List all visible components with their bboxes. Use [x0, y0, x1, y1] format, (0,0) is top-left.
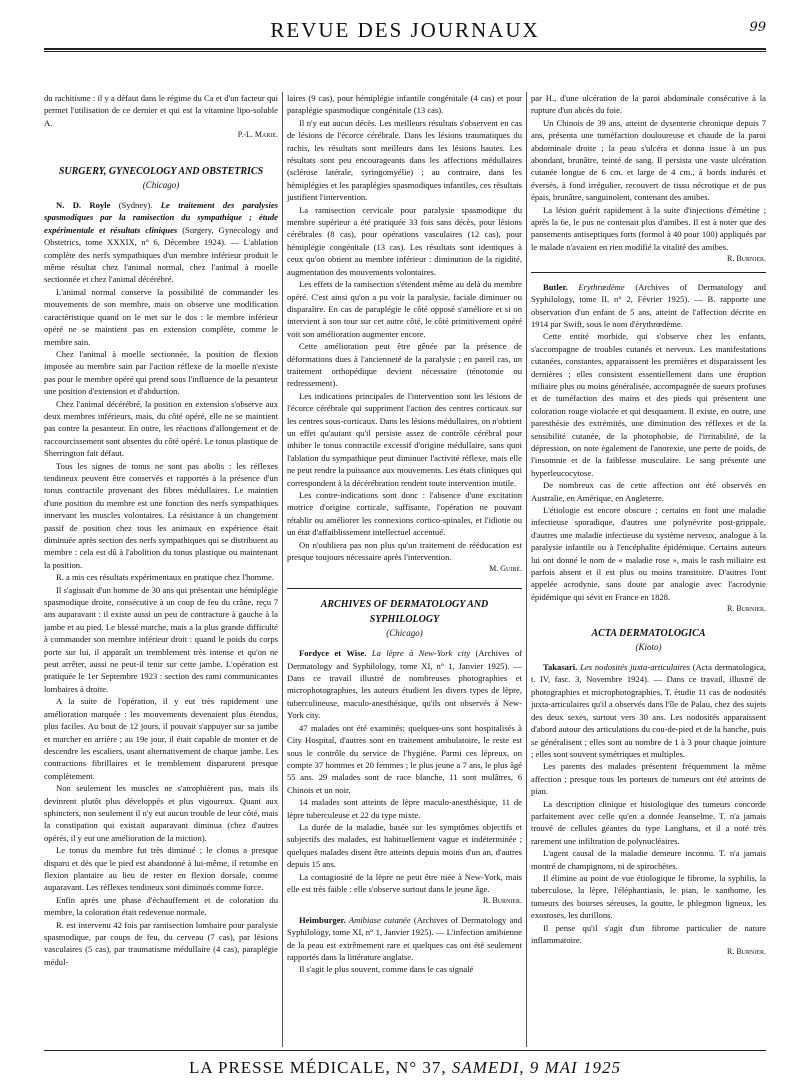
- article-author-place: (Sydney).: [118, 200, 153, 211]
- section-title: SURGERY, GYNECOLOGY AND OBSTETRICS: [58, 165, 264, 177]
- paragraph: Le tonus du membre fut très diminué ; le clonus a presque disparu et dès que le pied est abandonné à lui-même, il retombe en flexion plantaire au lieu de rester en flexion dorsale, comme auparavant. Les réflexes tendineux sont diminués comme force.: [44, 845, 278, 893]
- section-title: ACTA DERMATOLOGICA: [591, 627, 706, 639]
- paragraph: Enfin après une phase d'échauffement et de coloration du membre, la coloration était redevenue normale.: [44, 894, 278, 918]
- section-subtitle: (Chicago): [142, 179, 180, 190]
- paragraph: La ramisection cervicale pour paralysie spasmodique du membre supérieur a été pratiquée 33 fois sans décès, pour lésions cérébrales (8 cas), pour opérations vasculaires (12 cas), pour hémiplégie congénitale (13 cas). Les résultats sont identiques à ceux qu'on obtient au membre inférieur : diminution de la rigidité, augmentation des mouvements volontaires.: [287, 204, 522, 277]
- article-title: Erythrœdème: [578, 281, 625, 292]
- column-divider: [282, 92, 283, 1047]
- footer-day: SAMEDI,: [451, 1058, 525, 1077]
- paragraph: Il pense qu'il s'agit d'un fibrome particulier de nature inflammatoire.: [531, 922, 766, 945]
- article-lead: [531, 281, 766, 331]
- article-author: N. D. Royle: [56, 200, 111, 211]
- footer-journal: LA PRESSE MÉDICALE,: [189, 1058, 391, 1077]
- article-author: Heimburger.: [299, 914, 346, 925]
- paragraph: Il n'y eut aucun décès. Les meilleurs résultats s'observent en cas de lésions de l'écorce cérébrale. Dans les lésions traumatiques du rachis, les résultats sont meilleurs dans les lésions hautes. Les résultats sont peu encourageants dans les affections médullaires (sclérose latérale, syringomyélie) ; au contraire, dans les hémiplégies et les paraplégies spasmodiques infantiles, ces résultats justifient l'intervention.: [287, 117, 522, 203]
- page-number: 99: [749, 20, 766, 35]
- header-rule: [44, 48, 766, 50]
- section-rule: [287, 588, 522, 589]
- running-title: REVUE DES JOURNAUX: [270, 18, 540, 42]
- paragraph: La contagiosité de la lèpre ne peut être niée à New-York, mais elle est très faible : elle s'observe surtout dans le jeune âge.: [287, 871, 522, 894]
- column-1: [44, 92, 278, 1047]
- article-title: Amibiase cutanée: [348, 914, 411, 925]
- paragraph: La durée de la maladie, basée sur les symptômes objectifs et subjectifs des malades, est habituellement vague et indéterminée ; quelques malades disent être atteints depuis moins d'un an, d'autres depuis 15 ans.: [287, 821, 522, 870]
- article-author: Butler.: [543, 281, 568, 292]
- signature: M. Guibé.: [489, 564, 522, 574]
- paragraph: 47 malades ont été examinés; quelques-uns sont hospitalisés à City Hospital, d'autres sont en traitement ambulatoire, le reste est sous le contrôle du service de l'hygiène. Parmi ces lépreux, on compte 37 hommes et 20 femmes ; le plus jeune a 7 ans, le plus âgé 55 ans. 29 malades sont de race blanche, 11 sont mulâtres, 6 Chinois et un noir.: [287, 722, 522, 795]
- paragraph: 14 malades sont atteints de lèpre maculo-anesthésique, 11 de lèpre tuberculeuse et 22 du type mixte.: [287, 797, 522, 820]
- paragraph: R. a mis ces résultats expérimentaux en pratique chez l'homme.: [56, 572, 274, 583]
- paragraph: Il s'agissait d'un homme de 30 ans qui présentait une hémiplégie spasmodique droite, consécutive à un coup de feu du crâne, reçu 7 ans auparavant : il existe aussi un peu de contracture à gauche à la jambe et au pied. Le blessé marche, mais a la plus grande difficulté à commander son membre inférieur droit : quand le poids du corps porte sur lui, il apparaît un tremblement très intense et qu'on ne peut arrêter, aussi ne peut-il tenir sur cette jambe. L'opération est pratiquée le 1er Septembre 1923 : section des rami communicantes lombaires à droite.: [44, 584, 278, 694]
- article-lead: [531, 661, 766, 760]
- column-2: [287, 92, 522, 1047]
- paragraph: R. est intervenu 42 fois par ramisection lombaire pour paralysie spasmodique, par coups de feu, du cerveau (7 cas), par lésions vasculaires (5 cas), par traumatisme médullaire (4 cas), paraplégie médul-: [44, 919, 278, 967]
- paragraph: Cette entité morbide, qui s'observe chez les enfants, s'accompagne de troubles cutanés et nerveux. Les manifestations cutanées, constantes, apparaissent les premières et disparaissent les dernières ; elles consistent essentiellement dans une éruption miliaire plus ou moins généralisée, accompagnée de sueurs profuses et de tuméfaction des mains et des pieds qui présentent une coloration rouge violacée et qui desquament. Il existe, en outre, une paresthésie des extrémités, une diminution des réflexes et de la sensibilité cutanée, de la photophobie, de l'irritabilité, de la dépression, on note également de l'anorexie, une perte de poids, de l'insomnie et de la faiblesse musculaire. Le sang présente une hyperleucocytose.: [531, 331, 766, 478]
- article-author: Takasari.: [543, 662, 578, 673]
- page-header: [44, 18, 766, 44]
- paragraph: On n'oubliera pas non plus qu'un traitement de rééducation est presque toujours nécessaire après l'intervention.: [287, 539, 522, 563]
- column-divider: [526, 92, 527, 1047]
- signature: R. Burnier.: [726, 604, 766, 614]
- paragraph: L'agent causal de la maladie demeure inconnu. T. n'a jamais montré de champignons, ni de spirochètes.: [531, 848, 766, 871]
- footer-issue: N° 37,: [396, 1058, 447, 1077]
- section-title: ARCHIVES OF DERMATOLOGY AND SYPHILOLOGY: [320, 598, 489, 625]
- section-subtitle: (Kioto): [635, 641, 662, 652]
- paragraph: Les parents des malades présentent fréquemment la même affection ; presque tous les porteurs de tumeurs ont été atteints de pian.: [531, 761, 766, 797]
- article-title: Le traitement des paralysies spasmodiques par la ramisection du sympathique ; étude expérimentale et résultats cliniques: [44, 200, 278, 235]
- column-3: [531, 92, 766, 1047]
- article-title: Les nodosités juxta-articulaires: [580, 662, 690, 673]
- header-rule-thin: [44, 51, 766, 52]
- paragraph: La description clinique et histologique des tumeurs concorde parfaitement avec celle qu'en a donnée Jeanselme. T. n'a jamais trouvé de cellules géantes du type Langhans, et il a noté très rarement une infiltration de polynucléaires.: [531, 798, 766, 846]
- paragraph: Les indications principales de l'intervention sont les lésions de l'écorce cérébrale qui suppriment l'action des centres corticaux sur les centres sous-corticaux. Dans les lésions médullaires, on n'obtient un effet qu'autant qu'il persiste assez de contrôle cérébral pour inhiber le tonus contractile excessif d'origine médullaire, sans quoi l'ablation du sympathique peut diminuer l'activité réflexe, mais elle ne peut rendre la puissance aux mouvements. Les états cliniques qui correspondent à la décérébration rendent toute intervention inutile.: [287, 390, 522, 488]
- footer-date: 9 MAI 1925: [529, 1058, 621, 1077]
- article-citation: (Surgery, Gynecology and Obstetrics, tome XXXIX, n° 6, Décembre 1924). — L'ablation complète des nerfs sympathiques d'un membre inférieur produit le même résultat chez l'animal normal, chez l'animal à moelle sectionnée et chez l'animal décérébré.: [44, 224, 278, 285]
- article-citation: (Archives of Dermatology and Syphilology, tome II, n° 2, Février 1925). — B. rapporte une observation d'un enfant de 5 ans, atteint de l'affection décrite en 1914 par Swift, sous le nom d'érythrœdème.: [531, 281, 766, 329]
- paragraph: Tous les signes de tonus ne sont pas abolis : les réflexes tendineux peuvent être conservés et rapportés à la présence d'un tonus contractile provenant des fibres médullaires. Le maintien d'une position du membre est une fonction des nerfs sympathiques innervant les muscles volontaires. La résistance à un changement passif de position chez tous les animaux en expérience était diminuée après section des nerfs sympathiques qui se distribuent au membre : cela est dû à l'abolition du tonus plastique ou maintenant la position.: [44, 460, 278, 570]
- paragraph: Les effets de la ramisection s'étendent même au delà du membre opéré. C'est ainsi qu'on a pu voir la paralysie, faciale diminuer ou disparaître. En cas de paraplégie le côté opposé s'améliore et si on intervient à son tour sur cet autre côté, le côté primitivement opéré voit son amélioration augmenter encore.: [287, 279, 522, 339]
- article-title: La lèpre à New-York city: [371, 648, 471, 659]
- paragraph: laires (9 cas), pour hémiplégie infantile congénitale (4 cas) et pour paraplégie spasmodique congénitale (13 cas).: [287, 93, 522, 116]
- paragraph: L'animal normal conserve la possibilité de commander les mouvements de son membre, mais on observe une modification caractéristique quand on le met sur le dos : le membre inférieur opéré ne se maintient pas en extension complète, comme le membre sain.: [44, 286, 278, 347]
- paragraph: De nombreux cas de cette affection ont été observés en Australie, en Amérique, en Angleterre.: [531, 480, 766, 503]
- footer-rule: [44, 1050, 766, 1051]
- paragraph: par H., d'une ulcération de la paroi abdominale consécutive à la rupture d'un abcès du foie.: [531, 93, 766, 116]
- signature: R. Burnier.: [726, 947, 766, 957]
- paragraph: Les contre-indications sont donc : l'absence d'une excitation motrice d'origine corticale, suffisante, l'opération ne pouvant rétablir ou améliorer les connexions cortico-spinales, et l'idiotie ou un état d'affaiblissement intellectuel accentué.: [287, 490, 522, 538]
- paragraph: Cette amélioration peut être gênée par la présence de déformations dues à l'ancienneté de la paralysie ; en pareil cas, un traitement orthopédique devient nécessaire (ténotomie ou redressement).: [287, 341, 522, 389]
- article-lead: [44, 199, 278, 286]
- section-rule: [531, 272, 766, 273]
- section-subtitle: (Chicago): [386, 627, 423, 638]
- article-citation: (Archives of Dermatology and Syphilology, tome XI, n° 1, Janvier 1925). — Dans ce travail illustré de nombreuses photographies et microphotographies, les auteurs étudient les divers types de lèpre, tuberculineuse, maculo-anesthésique, qu'ils ont observés à New-York city.: [287, 648, 522, 721]
- paragraph: A la suite de l'opération, il y eut très rapidement une amélioration marquée : les mouvements devenaient plus étendus, plus faciles. Au bout de 12 jours, il pouvait s'appuyer sur sa jambe et marcher en arrière ; au 19e jour, il était capable de monter et de descendre les escaliers, usant alternativement de chaque jambe. Les contractions fibrillaires et le tremblement disparurent presque complètement.: [44, 696, 278, 781]
- paragraph: Un Chinois de 39 ans, atteint de dysenterie chronique depuis 7 ans, présenta une tuméfaction douloureuse et chaude de la paroi abdominale droite ; la peau s'ulcéra et donna issue à un pus abondant, brunâtre, teinté de sang. Il persista une vaste ulcération cutanée longue de 6 cm. et large de 4 cm., à bords indurés et éversés, à fond irrégulier, recouvert de tissu nécrotique et de pus épais, brunâtre, sanguinolent, contenant des amibes.: [531, 117, 766, 203]
- article-citation: (Archives of Dermatology and Syphilology, tome XI, n° 1, Janvier 1925). — L'infection amibienne de la peau est extrêmement rare et quelques cas ont été seulement rapportés dans la littérature anglaise.: [287, 914, 522, 962]
- paragraph: L'étiologie est encore obscure ; certains en font une maladie infectieuse sporadique, d'autres une polynévrite post-grippale, d'autres une maladie infectieuse du système nerveux, analogue à la paralysie infantile ou à l'encéphalite épidémique. Certains auteurs lui ont donné le nom de « maladie rose », mais le rash miliaire est parfois absent et il est plus ou moins transitoire. D'autres l'ont appelée acrodynie, sans doute par analogie avec l'acrodynie épidémique qui sévit en France en 1828.: [531, 505, 766, 602]
- paragraph: Chez l'animal à moelle sectionnée, la position de flexion imposée au membre sain par l'action réflexe de la moelle n'existe pas pour le membre opéré qui prend sous l'influence de la pesanteur une position d'extension et d'abduction.: [44, 348, 278, 397]
- article-lead: [287, 647, 522, 721]
- paragraph: Il s'agit le plus souvent, comme dans le cas signalé: [299, 964, 474, 975]
- paragraph: du rachitisme : il y a défaut dans le régime du Ca et d'un facteur qui permet l'utilisation de ce dernier et qui est la vitamine lipo-soluble A.: [44, 93, 278, 128]
- paragraph: Non seulement les muscles ne s'atrophièrent pas, mais ils devinrent plutôt plus développés et plus vigoureux. Quant aux sphincters, non seulement il n'y eut aucun trouble de leur côté, mais la constipation qui existait auparavant diminua (chez d'autres opérés, il y eut une amélioration de la miction).: [44, 783, 278, 843]
- signature: R. Burnier.: [482, 896, 522, 906]
- page-footer: [44, 1058, 766, 1078]
- paragraph: Chez l'animal décérébré, la position en extension s'observe aux deux membres inférieurs, mais, du côté opéré, elle ne se maintient pas contre la pesanteur. En outre, les réactions d'allongement et de raccourcissement sont absentes du côté opéré. Le tonus plastique de Sherrington fait défaut.: [44, 398, 278, 459]
- article-author: Fordyce et Wise.: [299, 648, 367, 659]
- paragraph: Il élimine au point de vue étiologique le fibrome, la syphilis, la tuberculose, la lèpre, l'éléphantiasis, le pian, le xanthome, les tumeurs des bourses séreuses, la goutte, le phlegmon ligneux, les exostoses, les durillons.: [531, 872, 766, 921]
- signature: R. Burnier.: [726, 254, 766, 264]
- paragraph: La lésion guérit rapidement à la suite d'injections d'émétine ; après la 6e, le pus ne contenait plus d'amibes. Il est à noter que des pansements antiseptiques forts (formol à 40 pour 100) appliqués par le malade n'avaient en rien modifié la vitalité des amibes.: [531, 204, 766, 252]
- article-lead: [287, 914, 522, 964]
- article-citation: (Acta dermatologica, t. IV, fasc. 3, Novembre 1924). — Dans ce travail, illustré de photographies et microphotographies, T. étudie 11 cas de nodosités juxta-articulaires qu'il a observés dans l'île de Palau, chez des sujets des deux sexes, surtout vers 30 ans. Les nodosités apparaissent d'abord autour des articulations du cou-de-pied et de la hanche, puis se généralisent ; elles sont au nombre de 1 à 3 pour chaque jointure ; elles sont souvent symétriques et multiples.: [531, 662, 766, 759]
- signature: P.-L. Marie.: [237, 130, 278, 140]
